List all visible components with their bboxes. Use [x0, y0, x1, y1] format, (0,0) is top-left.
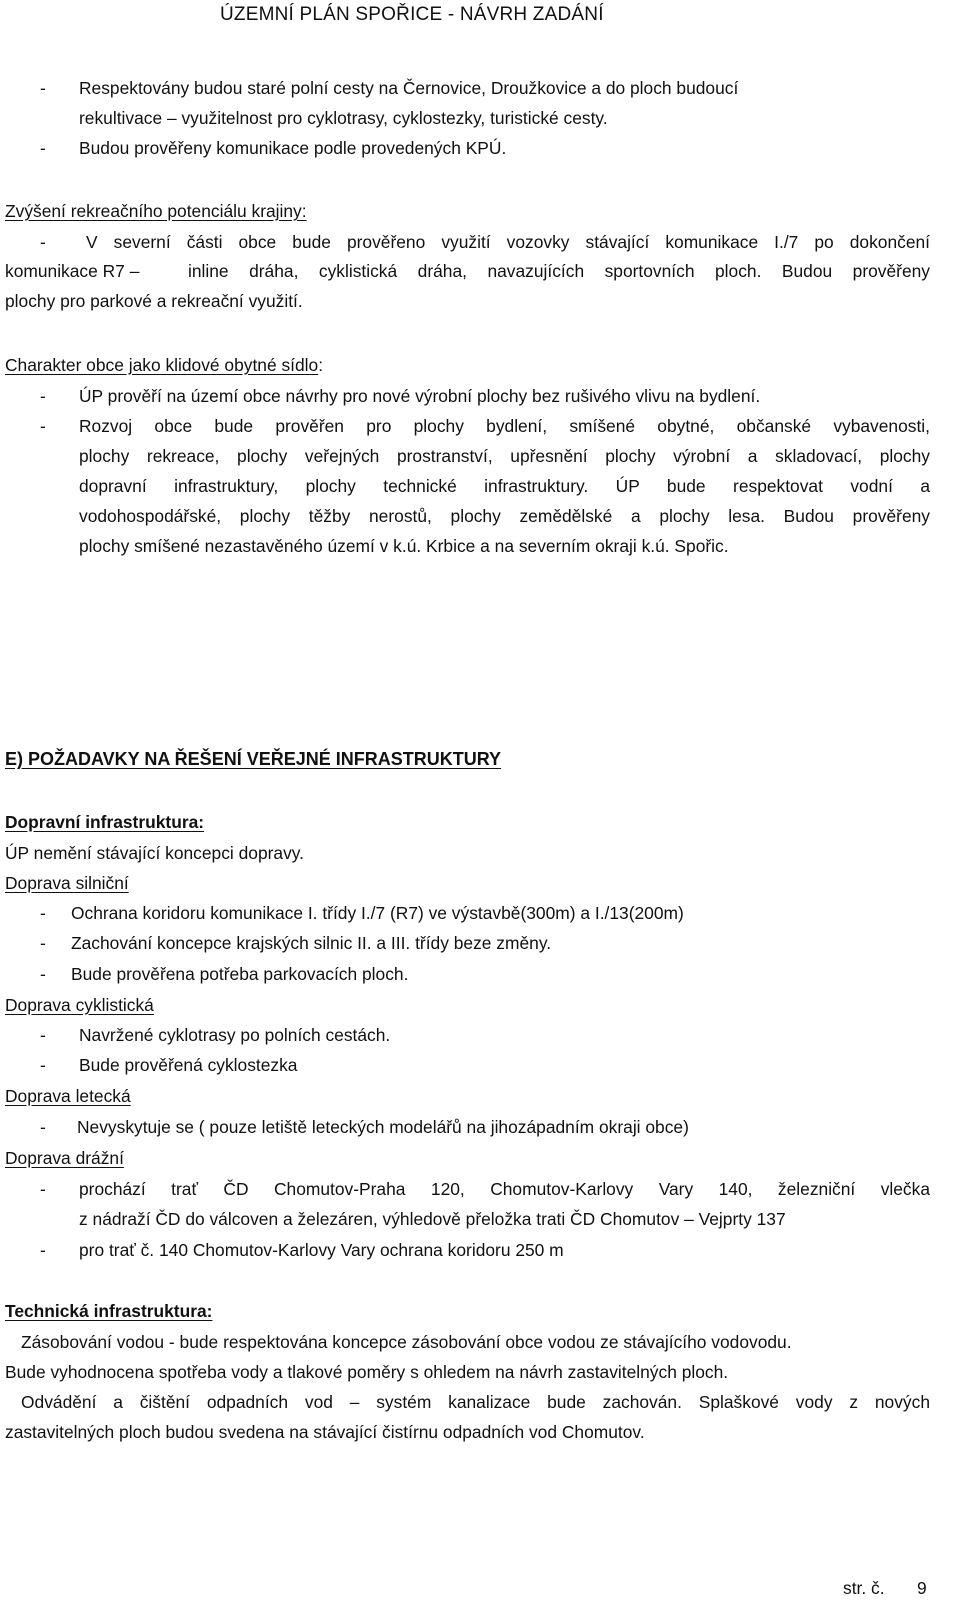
paragraph-line: dopravní infrastruktury, plochy technické infrastruktury. ÚP bude respektovat vodní a: [79, 476, 930, 496]
paragraph-line: Odvádění a čištění odpadních vod – systém kanalizace bude zachován. Splaškové vody z nových: [21, 1392, 930, 1412]
list-bullet: -: [40, 416, 46, 436]
list-bullet: -: [40, 78, 46, 98]
paragraph-line: Zásobování vodou - bude respektována koncepce zásobování obce vodou ze stávajícího vodovodu.: [21, 1332, 792, 1352]
paragraph-line: plochy pro parkové a rekreační využití.: [5, 291, 303, 311]
list-item: Ochrana koridoru komunikace I. třídy I./7 (R7) ve výstavbě(300m) a I./13(200m): [71, 903, 684, 923]
paragraph-line: Rozvoj obce bude prověřen pro plochy bydlení, smíšené obytné, občanské vybavenosti,: [79, 416, 930, 436]
list-bullet: -: [40, 1025, 46, 1045]
section-heading-e: E) POŽADAVKY NA ŘEŠENÍ VEŘEJNÉ INFRASTRUKTURY: [5, 749, 502, 769]
list-bullet: -: [40, 1179, 46, 1199]
paragraph-line: plochy smíšené nezastavěného území v k.ú. Krbice a na severním okraji k.ú. Spořic.: [79, 536, 729, 556]
heading-colon: :: [318, 355, 324, 375]
list-item: Bude prověřená cyklostezka: [79, 1055, 298, 1075]
heading-text: Charakter obce jako klidové obytné sídlo: [5, 355, 319, 375]
paragraph-line: zastavitelných ploch budou svedena na stávající čistírnu odpadních vod Chomutov.: [5, 1422, 645, 1442]
paragraph-line: plochy rekreace, plochy veřejných prostranství, upřesnění plochy výrobní a skladovací, plochy: [79, 446, 930, 466]
list-bullet: -: [40, 933, 46, 953]
heading-doprava-cyklisticka: Doprava cyklistická: [5, 995, 154, 1015]
list-bullet: -: [40, 386, 46, 406]
section-heading-rekreace: Zvýšení rekreačního potenciálu krajiny:: [5, 201, 307, 221]
list-item: Nevyskytuje se ( pouze letiště leteckých modelářů na jihozápadním okraji obce): [77, 1117, 689, 1137]
subsection-heading-technicka: Technická infrastruktura:: [5, 1301, 213, 1321]
list-item-continuation: z nádraží ČD do válcoven a železáren, výhledově přeložka trati ČD Chomutov – Vejprty 137: [79, 1209, 786, 1229]
bullet-text: Budou prověřeny komunikace podle provedených KPÚ.: [79, 138, 507, 158]
heading-doprava-silnicni: Doprava silniční: [5, 873, 129, 893]
list-item: prochází trať ČD Chomutov-Praha 120, Chomutov-Karlovy Vary 140, železniční vlečka: [79, 1179, 930, 1199]
paragraph-line: inline dráha, cyklistická dráha, navazujících sportovních ploch. Budou prověřeny: [188, 261, 930, 281]
paragraph-line: komunikace R7 –: [5, 261, 140, 281]
section-heading-charakter: [5, 354, 323, 376]
page-header-title: ÚZEMNÍ PLÁN SPOŘICE - NÁVRH ZADÁNÍ: [220, 4, 604, 25]
bullet-text: ÚP prověří na území obce návrhy pro nové výrobní plochy bez rušivého vlivu na bydlení.: [79, 386, 761, 406]
list-item: Zachování koncepce krajských silnic II. a III. třídy beze změny.: [71, 933, 552, 953]
list-item: Navržené cyklotrasy po polních cestách.: [79, 1025, 391, 1045]
list-bullet: -: [40, 232, 46, 252]
heading-doprava-drazni: Doprava drážní: [5, 1148, 124, 1168]
page-number-label: str. č.: [843, 1578, 885, 1598]
paragraph-line: V severní části obce bude prověřeno využití vozovky stávající komunikace I./7 po dokončení: [86, 232, 930, 252]
heading-doprava-letecka: Doprava letecká: [5, 1086, 131, 1106]
list-bullet: -: [40, 964, 46, 984]
paragraph-line: Bude vyhodnocena spotřeba vody a tlakové poměry s ohledem na návrh zastavitelných ploch.: [5, 1362, 729, 1382]
list-bullet: -: [40, 1055, 46, 1075]
list-bullet: -: [40, 903, 46, 923]
list-item: Bude prověřena potřeba parkovacích ploch.: [71, 964, 409, 984]
list-item: pro trať č. 140 Chomutov-Karlovy Vary ochrana koridoru 250 m: [79, 1240, 564, 1260]
paragraph-line: vodohospodářské, plochy těžby nerostů, plochy zemědělské a plochy lesa. Budou prověřeny: [79, 506, 930, 526]
list-bullet: -: [40, 138, 46, 158]
subsection-heading-doprava: Dopravní infrastruktura:: [5, 812, 205, 832]
list-bullet: -: [40, 1240, 46, 1260]
page-number: 9: [917, 1578, 927, 1598]
list-bullet: -: [40, 1117, 46, 1137]
bullet-text: Respektovány budou staré polní cesty na Černovice, Droužkovice a do ploch budoucí: [79, 78, 739, 98]
paragraph-line: ÚP nemění stávající koncepci dopravy.: [5, 843, 305, 863]
bullet-text: rekultivace – využitelnost pro cyklotrasy, cyklostezky, turistické cesty.: [79, 108, 608, 128]
